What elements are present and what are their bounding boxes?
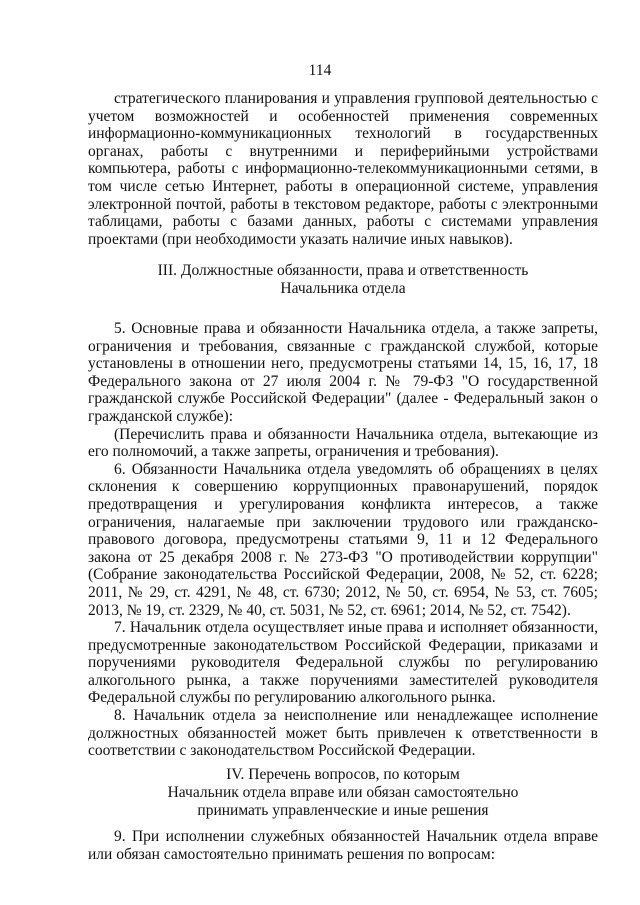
paragraph-5-note: (Перечислить права и обязанности Начальника отдела, вытекающие из его полномочий, а также запреты, ограничения и требования). xyxy=(88,425,598,461)
paragraph-5: 5. Основные права и обязанности Начальника отдела, а также запреты, ограничения и требования, связанные с гражданской службой, которые установлены в отношении него, предусмотрены статьями 14, 15, 16, 17, 18 Федерального закона от 27 июля 2004 г. № 79-ФЗ "О государственной гражданской службе Российской Федерации" (далее - Федеральный закон о гражданской службе): xyxy=(88,320,598,425)
section-4-title-line-2: Начальник отдела вправе или обязан самостоятельно xyxy=(167,784,519,801)
section-4-heading xyxy=(88,766,598,820)
paragraph-8: 8. Начальник отдела за неисполнение или ненадлежащее исполнение должностных обязанностей может быть привлечен к ответственности в соответствии с законодательством Российской Федерации. xyxy=(88,707,598,760)
section-3-title-line-2: Начальника отдела xyxy=(280,280,406,297)
section-4-body xyxy=(88,828,598,863)
continuation-block xyxy=(88,90,598,248)
paragraph-6: 6. Обязанности Начальника отдела уведомлять об обращениях в целях склонения к совершению коррупционных правонарушений, порядок предотвращения и урегулирования конфликта интересов, а также ограничения, налагаемые при заключении трудового или гражданско-правового договора, предусмотрены статьями 9, 11 и 12 Федерального закона от 25 декабря 2008 г. № 273-ФЗ "О противодействии коррупции" (Собрание законодательства Российской Федерации, 2008, № 52, ст. 6228; 2011, № 29, ст. 4291, № 48, ст. 6730; 2012, № 50, ст. 6954, № 53, ст. 7605; 2013, № 19, ст. 2329, № 40, ст. 5031, № 52, ст. 6961; 2014, № 52, ст. 7542). xyxy=(88,460,598,619)
paragraph-7: 7. Начальник отдела осуществляет иные права и исполняет обязанности, предусмотренные законодательством Российской Федерации, приказами и поручениями руководителя Федеральной службы по регулированию алкогольного рынка, а также поручениями заместителей руководителя Федеральной службы по регулированию алкогольного рынка. xyxy=(88,619,598,707)
section-4-title-line-1: IV. Перечень вопросов, по которым xyxy=(226,766,460,783)
section-3-heading xyxy=(88,262,598,298)
section-3-title-line-1: III. Должностные обязанности, права и ответственность xyxy=(157,262,529,279)
section-3-body xyxy=(88,320,598,760)
continuation-paragraph: стратегического планирования и управления групповой деятельностью с учетом возможностей и особенностей применения современных информационно-коммуникационных технологий в государственных органах, работы с внутренними и периферийными устройствами компьютера, работы с информационно-телекоммуникационными сетями, в том числе сетью Интернет, работы в операционной системе, управления электронной почтой, работы в текстовом редакторе, работы с электронными таблицами, работы с базами данных, работы с системами управления проектами (при необходимости указать наличие иных навыков). xyxy=(88,90,598,248)
page-number: 114 xyxy=(308,62,332,79)
paragraph-9: 9. При исполнении служебных обязанностей Начальник отдела вправе или обязан самостоятельно принимать решения по вопросам: xyxy=(88,828,598,863)
section-4-title-line-3: принимать управленческие и иные решения xyxy=(197,802,489,819)
